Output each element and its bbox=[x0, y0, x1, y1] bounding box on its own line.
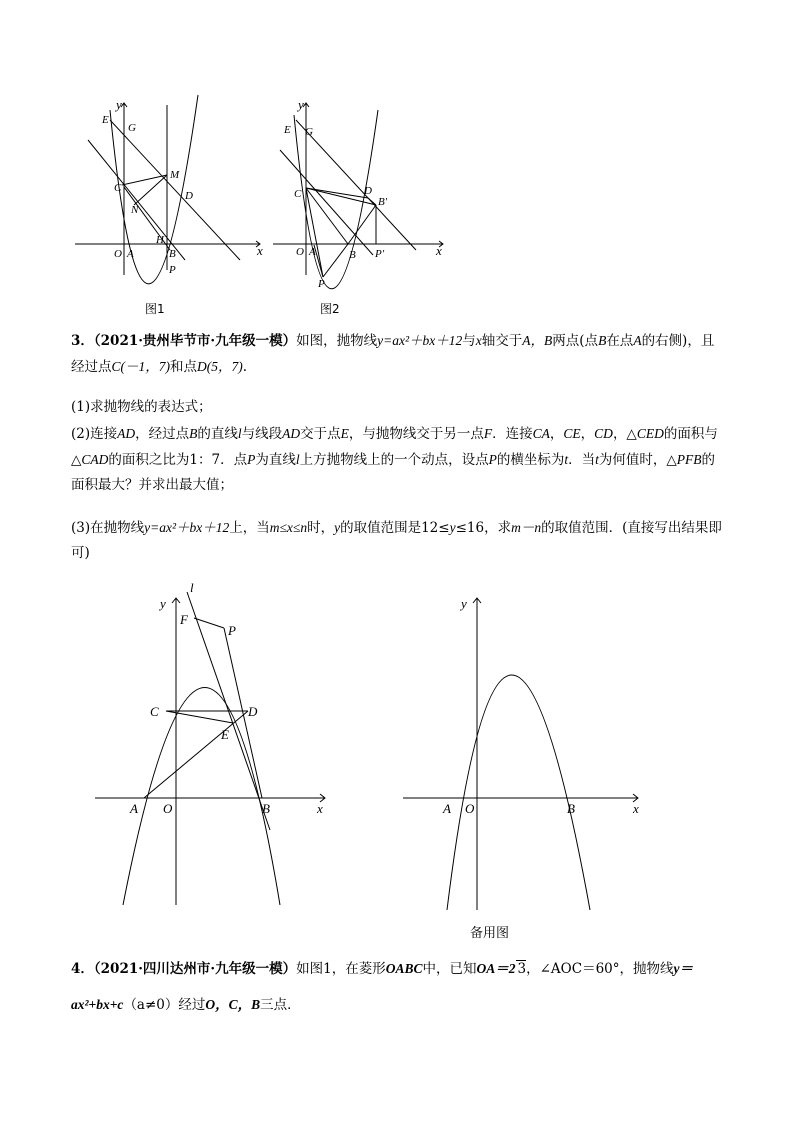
label-P-prime: P' bbox=[375, 248, 385, 260]
label-x: x bbox=[436, 243, 442, 258]
label-C: C bbox=[150, 704, 159, 719]
problem3-equation: y=ax²＋bx＋12 bbox=[377, 333, 463, 348]
label-G: G bbox=[128, 122, 136, 134]
segment-cp bbox=[306, 188, 323, 277]
label-P: P bbox=[169, 264, 176, 276]
figure-1-svg bbox=[70, 95, 270, 295]
label-y: y bbox=[298, 97, 304, 112]
label-C: C bbox=[114, 182, 122, 194]
label-O: O bbox=[163, 801, 173, 816]
figure-backup-svg bbox=[395, 580, 655, 910]
label-x: x bbox=[257, 243, 263, 258]
line-cd bbox=[88, 140, 185, 260]
segment-fp bbox=[194, 618, 224, 628]
label-C: C bbox=[294, 188, 302, 200]
label-l: l bbox=[190, 580, 194, 595]
label-P: P bbox=[228, 623, 236, 638]
problem3-intro: 如图，抛物线 bbox=[296, 333, 378, 349]
caption-figure-1: 图1 bbox=[145, 302, 165, 316]
label-P: P bbox=[318, 278, 325, 290]
label-x: x bbox=[633, 801, 639, 816]
figure-backup bbox=[395, 580, 655, 910]
label-B: B bbox=[349, 249, 356, 261]
problem3-source: （2021·贵州毕节市·九年级一模） bbox=[93, 333, 297, 349]
label-H: H bbox=[156, 234, 164, 246]
label-G: G bbox=[305, 126, 313, 138]
label-E: E bbox=[221, 727, 229, 742]
segment-cm bbox=[122, 175, 167, 185]
caption-figure-2: 图2 bbox=[320, 302, 340, 316]
label-A: A bbox=[130, 801, 138, 816]
figure-2 bbox=[268, 95, 448, 295]
label-M: M bbox=[170, 169, 180, 181]
label-B: B bbox=[169, 248, 176, 260]
label-A: A bbox=[127, 248, 134, 260]
problem4-line1: 4．（2021·四川达州市·九年级一模）如图1，在菱形OABC中，已知OA＝2 3，∠AOC＝60°，抛物线y＝ bbox=[71, 961, 693, 977]
figure-1 bbox=[70, 95, 270, 295]
label-y: y bbox=[160, 596, 166, 611]
label-E: E bbox=[284, 124, 291, 136]
label-N: N bbox=[131, 204, 139, 216]
segment-bb bbox=[348, 205, 376, 244]
label-y: y bbox=[116, 97, 122, 112]
segment-pb bbox=[323, 244, 348, 277]
caption-backup-figure: 备用图 bbox=[470, 926, 510, 941]
figure-2-svg bbox=[268, 95, 448, 295]
label-D: D bbox=[248, 704, 258, 719]
label-A: A bbox=[443, 801, 451, 816]
label-E: E bbox=[102, 114, 109, 126]
line-cd bbox=[280, 150, 373, 255]
label-x: x bbox=[317, 801, 323, 816]
segment-nm bbox=[134, 175, 167, 205]
label-O: O bbox=[465, 801, 475, 816]
parabola bbox=[447, 675, 590, 910]
sqrt-radicand: 3 bbox=[517, 961, 527, 977]
label-O: O bbox=[296, 246, 304, 258]
label-D: D bbox=[185, 190, 193, 202]
problem4-source: （2021·四川达州市·九年级一模） bbox=[93, 961, 297, 977]
label-F: F bbox=[180, 612, 188, 627]
label-B: B bbox=[567, 801, 575, 816]
label-A: A bbox=[309, 246, 316, 258]
problem3-number: 3． bbox=[71, 333, 94, 349]
figure-main-svg bbox=[90, 580, 340, 910]
label-y: y bbox=[461, 596, 467, 611]
label-O: O bbox=[114, 248, 122, 260]
point-D-coord: D(5，7) bbox=[197, 359, 243, 374]
problem4-line2: ax²+bx+c（a≠0）经过O，C，B三点． bbox=[71, 997, 301, 1013]
label-D: D bbox=[364, 185, 372, 197]
problem3-q2: (2)连接AD，经过点B的直线l与线段AD交于点E，与抛物线交于另一点F．连接CA，CE，CD，△CED的面积与△CAD的面积之比为1：7．点P为直线l上方抛物线上的一个动点，设点P的横坐标为t．当t为何值时，△PFB的面积最大？并求出最大值； bbox=[71, 426, 718, 493]
problem3-q1: (1)求抛物线的表达式； bbox=[71, 399, 212, 415]
line-eg bbox=[110, 120, 240, 260]
figure-main bbox=[90, 580, 340, 910]
problem3-line1: 3．（2021·贵州毕节市·九年级一模）如图，抛物线y=ax²＋bx＋12与x轴交于A，B两点(点B在点A的右侧)，且经过点C(－1，7)和点D(5，7). bbox=[71, 333, 715, 375]
segment-cd bbox=[306, 188, 368, 198]
problem4-number: 4． bbox=[71, 961, 94, 977]
label-B: B bbox=[262, 801, 270, 816]
segment-ad bbox=[144, 711, 248, 798]
label-B-prime: B' bbox=[378, 196, 388, 208]
problem3-q3: (3)在抛物线y=ax²＋bx＋12上，当m≤x≤n时，y的取值范围是12≤y≤16，求m－n的取值范围．(直接写出结果即可) bbox=[71, 520, 722, 561]
point-C-coord: C(－1，7) bbox=[111, 359, 170, 374]
